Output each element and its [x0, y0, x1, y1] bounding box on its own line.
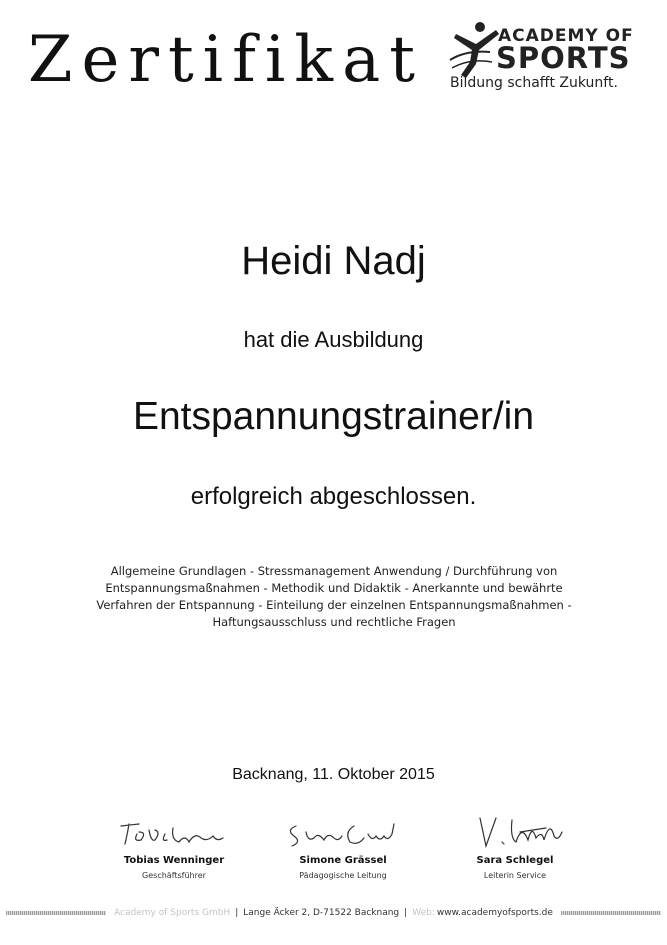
handwritten-signature [450, 812, 580, 852]
recipient-name: Heidi Nadj [241, 239, 426, 283]
certificate-title: Zertifikat [28, 23, 424, 97]
signatory-role: Pädagogische Leitung [299, 871, 387, 880]
footer-address: Lange Äcker 2, D-71522 Backnang [243, 908, 400, 918]
topics-line: Entspannungsmaßnahmen - Methodik und Didaktik - Anerkannte und bewährte [105, 581, 563, 595]
completion-statement: erfolgreich abgeschlossen. [190, 483, 477, 510]
footer-separator: | [404, 908, 408, 918]
place-and-date: Backnang, 11. Oktober 2015 [232, 766, 435, 783]
footer-hatch-decoration [561, 911, 661, 915]
topics-line: Haftungsausschluss und rechtliche Fragen [212, 615, 456, 629]
signatory-name: Tobias Wenninger [123, 855, 225, 866]
academy-of-sports-logo [446, 20, 646, 100]
signature-block [89, 812, 259, 882]
course-name: Entspannungstrainer/in [132, 395, 535, 438]
footer-company: Academy of Sports GmbH [114, 908, 231, 918]
signatory-name: Simone Grässel [299, 855, 387, 866]
signatory-role: Leiterin Service [483, 871, 547, 880]
logo-line2: SPORTS [496, 41, 631, 75]
signature-block [430, 812, 600, 882]
topics-line: Verfahren der Entspannung - Einteilung der einzelnen Entspannungsmaßnahmen - [96, 598, 572, 612]
course-topics [84, 563, 584, 631]
completion-intro: hat die Ausbildung [243, 327, 424, 352]
signature-block [258, 812, 428, 882]
footer-separator: | [235, 908, 239, 918]
signatory-name: Sara Schlegel [476, 855, 554, 866]
footer-hatch-decoration [6, 911, 106, 915]
footer-web-label: Web: [412, 908, 435, 918]
handwritten-signature [278, 812, 408, 852]
logo-line1: ACADEMY OF [498, 26, 634, 46]
footer-website: www.academyofsports.de [436, 908, 553, 918]
topics-line: Allgemeine Grundlagen - Stressmanagement Anwendung / Durchführung von [110, 564, 558, 578]
logo-tagline: Bildung schafft Zukunft. [450, 75, 618, 91]
signatory-role: Geschäftsführer [142, 871, 206, 880]
handwritten-signature [109, 812, 239, 852]
footer [0, 906, 667, 920]
